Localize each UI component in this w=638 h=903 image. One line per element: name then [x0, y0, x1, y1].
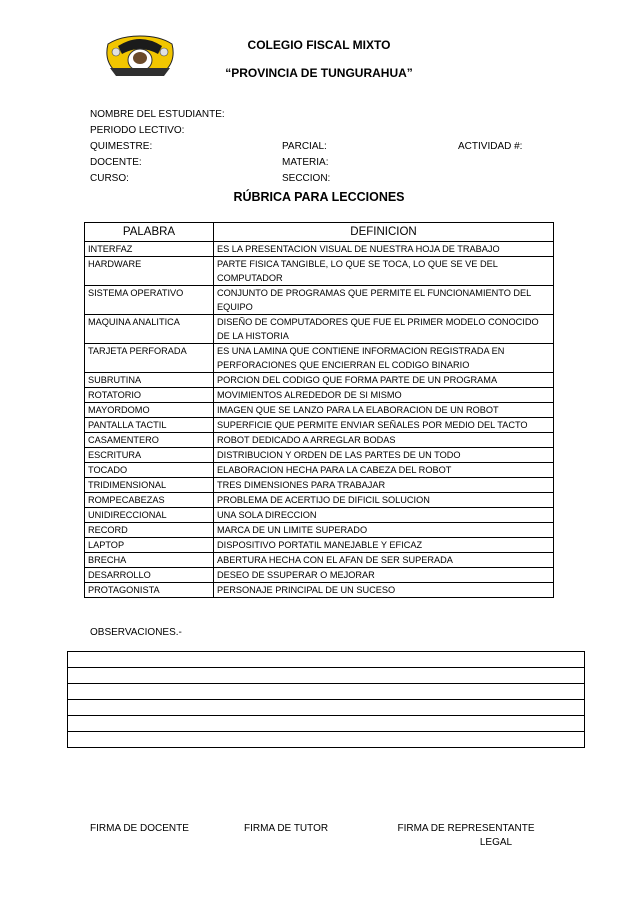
periodo-label: PERIODO LECTIVO:	[90, 125, 185, 136]
table-row	[85, 433, 554, 448]
word-cell: PANTALLA TACTIL	[85, 418, 214, 433]
table-row	[85, 493, 554, 508]
table-row	[85, 478, 554, 493]
table-row	[85, 373, 554, 388]
table-row	[85, 523, 554, 538]
word-cell: SISTEMA OPERATIVO	[85, 286, 214, 315]
word-cell: RECORD	[85, 523, 214, 538]
rubric-table	[84, 222, 554, 598]
materia-label: MATERIA:	[282, 157, 329, 168]
table-row	[85, 315, 554, 344]
signature-representante	[396, 823, 536, 848]
observation-line[interactable]	[68, 652, 585, 668]
word-cell: ESCRITURA	[85, 448, 214, 463]
school-subtitle: “PROVINCIA DE TUNGURAHUA”	[225, 66, 413, 80]
seccion-label: SECCION:	[282, 173, 331, 184]
table-row	[85, 403, 554, 418]
word-cell: ROMPECABEZAS	[85, 493, 214, 508]
observation-line[interactable]	[68, 668, 585, 684]
definition-cell: PROBLEMA DE ACERTIJO DE DIFICIL SOLUCION	[214, 493, 554, 508]
word-cell: MAYORDOMO	[85, 403, 214, 418]
table-row	[85, 286, 554, 315]
parcial-label: PARCIAL:	[282, 141, 327, 152]
table-row	[85, 418, 554, 433]
word-cell: SUBRUTINA	[85, 373, 214, 388]
definition-cell: ES LA PRESENTACION VISUAL DE NUESTRA HOJA DE TRABAJO	[214, 242, 554, 257]
definition-cell: IMAGEN QUE SE LANZO PARA LA ELABORACION DE UN ROBOT	[214, 403, 554, 418]
signature-docente: FIRMA DE DOCENTE	[90, 823, 189, 834]
docente-label: DOCENTE:	[90, 157, 142, 168]
table-row	[85, 463, 554, 478]
observations-table	[67, 651, 585, 748]
table-row	[85, 388, 554, 403]
nombre-label: NOMBRE DEL ESTUDIANTE:	[90, 109, 225, 120]
word-cell: TRIDIMENSIONAL	[85, 478, 214, 493]
definition-cell: SUPERFICIE QUE PERMITE ENVIAR SEÑALES POR MEDIO DEL TACTO	[214, 418, 554, 433]
word-cell: HARDWARE	[85, 257, 214, 286]
definition-cell: PARTE FISICA TANGIBLE, LO QUE SE TOCA, LO QUE SE VE DEL COMPUTADOR	[214, 257, 554, 286]
word-cell: TARJETA PERFORADA	[85, 344, 214, 373]
word-cell: CASAMENTERO	[85, 433, 214, 448]
signature-representante-line2: LEGAL	[479, 837, 513, 848]
word-cell: LAPTOP	[85, 538, 214, 553]
rubric-header-row	[85, 223, 554, 242]
student-info-left	[90, 107, 225, 187]
definition-cell: UNA SOLA DIRECCION	[214, 508, 554, 523]
table-row	[85, 344, 554, 373]
table-row	[85, 257, 554, 286]
word-cell: INTERFAZ	[85, 242, 214, 257]
table-row	[85, 583, 554, 598]
observation-line[interactable]	[68, 684, 585, 700]
word-cell: TOCADO	[85, 463, 214, 478]
column-header-definition: DEFINICION	[214, 223, 554, 242]
definition-cell: DISPOSITIVO PORTATIL MANEJABLE Y EFICAZ	[214, 538, 554, 553]
definition-cell: PORCION DEL CODIGO QUE FORMA PARTE DE UN PROGRAMA	[214, 373, 554, 388]
actividad-label: ACTIVIDAD #:	[458, 141, 523, 152]
table-row	[85, 538, 554, 553]
observation-line[interactable]	[68, 716, 585, 732]
quimestre-label: QUIMESTRE:	[90, 141, 153, 152]
table-row	[85, 508, 554, 523]
definition-cell: DESEO DE SSUPERAR O MEJORAR	[214, 568, 554, 583]
student-info-middle	[282, 139, 330, 187]
definition-cell: TRES DIMENSIONES PARA TRABAJAR	[214, 478, 554, 493]
definition-cell: ELABORACION HECHA PARA LA CABEZA DEL ROBOT	[214, 463, 554, 478]
word-cell: BRECHA	[85, 553, 214, 568]
signature-representante-line1: FIRMA DE REPRESENTANTE	[397, 823, 535, 834]
definition-cell: MARCA DE UN LIMITE SUPERADO	[214, 523, 554, 538]
table-row	[85, 448, 554, 463]
table-row	[85, 553, 554, 568]
school-name: COLEGIO FISCAL MIXTO	[247, 38, 391, 52]
definition-cell: ES UNA LAMINA QUE CONTIENE INFORMACION REGISTRADA EN PERFORACIONES QUE ENCIERRAN EL CODIGO BINARIO	[214, 344, 554, 373]
column-header-word: PALABRA	[85, 223, 214, 242]
curso-label: CURSO:	[90, 173, 129, 184]
signature-tutor: FIRMA DE TUTOR	[244, 823, 329, 834]
definition-cell: ROBOT DEDICADO A ARREGLAR BODAS	[214, 433, 554, 448]
definition-cell: CONJUNTO DE PROGRAMAS QUE PERMITE EL FUNCIONAMIENTO DEL EQUIPO	[214, 286, 554, 315]
word-cell: PROTAGONISTA	[85, 583, 214, 598]
observation-line[interactable]	[68, 700, 585, 716]
word-cell: UNIDIRECCIONAL	[85, 508, 214, 523]
definition-cell: DISEÑO DE COMPUTADORES QUE FUE EL PRIMER MODELO CONOCIDO DE LA HISTORIA	[214, 315, 554, 344]
observations-label: OBSERVACIONES.-	[90, 627, 182, 638]
table-row	[85, 568, 554, 583]
page-title: RÚBRICA PARA LECCIONES	[233, 190, 405, 204]
word-cell: DESARROLLO	[85, 568, 214, 583]
definition-cell: ABERTURA HECHA CON EL AFAN DE SER SUPERADA	[214, 553, 554, 568]
definition-cell: PERSONAJE PRINCIPAL DE UN SUCESO	[214, 583, 554, 598]
observation-line[interactable]	[68, 732, 585, 748]
definition-cell: DISTRIBUCION Y ORDEN DE LAS PARTES DE UN TODO	[214, 448, 554, 463]
definition-cell: MOVIMIENTOS ALREDEDOR DE SI MISMO	[214, 388, 554, 403]
word-cell: MAQUINA ANALITICA	[85, 315, 214, 344]
table-row	[85, 242, 554, 257]
word-cell: ROTATORIO	[85, 388, 214, 403]
